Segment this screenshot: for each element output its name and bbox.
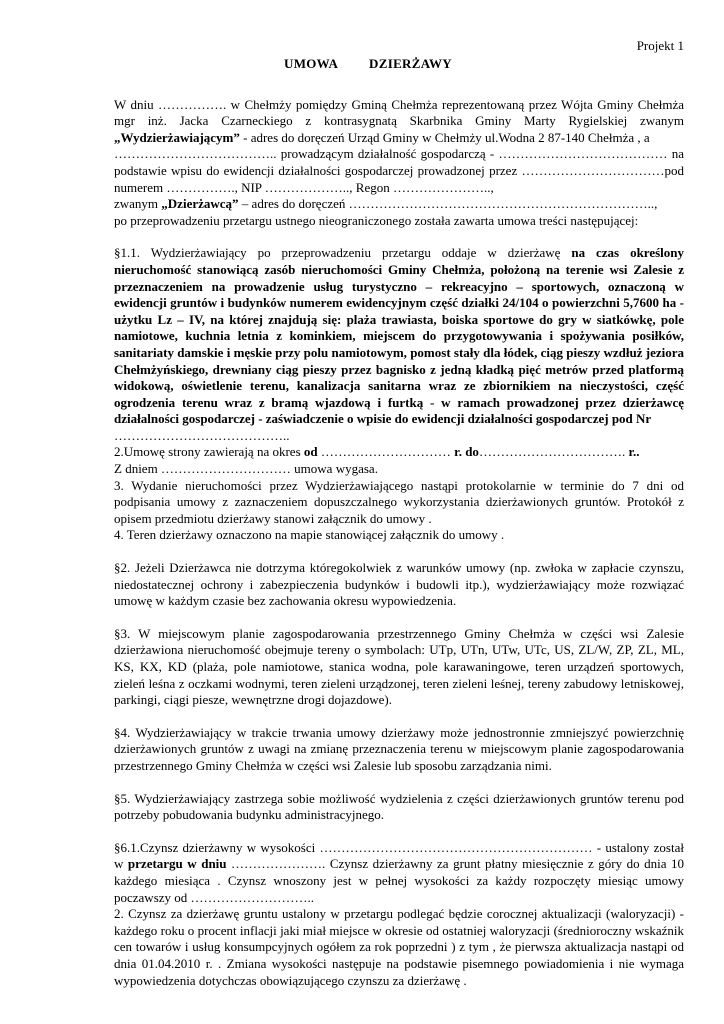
intro-parties: W dniu ……………. w Chełmży pomiędzy Gminą Chełmża reprezentowaną przez Wójta Gminy Chełmża mgr inż. Jacka Czarneckiego z kontrasygnatą Skarbnika Gminy Marty Rygielskiej zwanym „Wydzierżawiającym” - adres do doręczeń Urząd Gminy w Chełmży ul.Wodna 2 87-140 Chełmża , a xyxy=(114,96,684,145)
section-1-1: §1.1. Wydzierżawiający po przeprowadzeniu przetargu oddaje w dzierżawę na czas określony nieruchomość stanowiącą zasób nieruchomości Gminy Chełmża, położoną na terenie wsi Zalesie z przeznaczeniem na prowadzenie usług turystyczno – rekreacyjno – sportowych, oznaczoną w ewidencji gruntów i budynków numerem ewidencyjnym część działki 24/104 o powierzchni 5,7600 ha - użytku Lz – IV, na której znajdują się: plaża trawiasta, boiska sportowe do gry w siatkówkę, pole namiotowe, kuchnia letnia z kominkiem, miejscem do przygotowywania i spożywania posiłków, sanitariaty damskie i męskie przy polu namiotowym, pomost stały dla łódek, ciąg pieszy wzdłuż jeziora Chełmżyńskiego, drewniany ciąg pieszy przez bagnisko z jedną kładką pięć metrów przed platformą widokową, oświetlenie terenu, kanalizacja sanitarna wraz ze zbiornikiem na nieczystości, część ogrodzenia terenu wraz z bramą wjazdową i furtką - w ramach prowadzonej przez dzierżawcę działalności gospodarczej - zaświadczenie o wpisie do ewidencji działalności gospodarczej pod Nr xyxy=(114,245,684,427)
section-1-2-end: Z dniem ………………………… umowa wygasa. xyxy=(114,461,378,477)
section-4: §4. Wydzierżawiający w trakcie trwania umowy dzierżawy może jednostronnie zmniejszyć powierzchnię dzierżawionych gruntów z uwagi na zmianę przeznaczenia terenu w miejscowym planie zagospodarowania przestrzennego Gminy Chełmża w części wsi Zalesie lub sposobu zarządzania nimi. xyxy=(114,724,684,773)
section-1-dots: ………………………………….. xyxy=(114,427,290,443)
intro-closing: po przeprowadzeniu przetargu ustnego nieograniczonego została zawarta umowa treści następującej: xyxy=(114,212,639,228)
section-1-3: 3. Wydanie nieruchomości przez Wydzierżawiającego nastąpi protokolarnie w terminie do 7 dni od podpisania umowy z zaznaczeniem dopuszczalnego wykorzystania dzierżawionych gruntów. Protokół z opisem przedmiotu dzierżawy stanowi załącznik do umowy . xyxy=(114,477,684,526)
intro-lessee-name: zwanym „Dzierżawcą” – adres do doręczeń …………………………………………………………….., xyxy=(114,196,658,212)
document-title: UMOWA DZIERŻAWY xyxy=(284,56,452,71)
section-3: §3. W miejscowym planie zagospodarowania przestrzennego Gminy Chełmża w części wsi Zalesie dzierżawiona nieruchomość obejmuje tereny o symbolach: UTp, UTn, UTw, UTc, US, ZL/W, ZP, ZL, ML, KS, KX, KD (plaża, pole namiotowe, stanica wodna, pole karawaningowe, teren urządzeń sportowych, zieleń leśna z oczkami wodnymi, teren zieleni urządzonej, teren zieleni leśnej, tereny zabudowy letniskowej, parkingi, ciągi piesze, wewnętrzne drogi dojazdowe). xyxy=(114,625,684,708)
section-1-2: 2.Umowę strony zawierają na okres od ………………………… r. do……………………………. r.. xyxy=(114,444,640,460)
section-5: §5. Wydzierżawiający zastrzega sobie możliwość wydzielenia z części dzierżawionych gruntów terenu pod potrzeby pobudowania budynku administracyjnego. xyxy=(114,790,684,823)
section-6-1: §6.1.Czynsz dzierżawny w wysokości ……………………………………………………… - ustalony został w przetargu w dniu …………………. Czynsz dzierżawny za grunt płatny miesięcznie z góry do dnia 10 każdego miesiąca . Czynsz wnoszony jest w pełnej wysokości za każdy rozpoczęty miesiąc umowy poczawszy od ……………………….. xyxy=(114,839,685,905)
intro-lessee: ……………………………….. prowadzącym działalność gospodarczą - ………………………………… na podstawie wpisu do ewidencji działalności gospodarczej prowadzonej przez ……………………………pod numerem ……………., NIP ……………….., Regon ………………….., xyxy=(114,146,684,195)
section-1-4: 4. Teren dzierżawy oznaczono na mapie stanowiącej załącznik do umowy . xyxy=(114,527,505,543)
projekt-label: Projekt 1 xyxy=(636,38,684,53)
section-2: §2. Jeżeli Dzierżawca nie dotrzyma któregokolwiek z warunków umowy (np. zwłoka w zapłacie czynszu, niedostatecznej ochrony i zabezpieczenia budynków i budowli itp.), wydzierżawiający może rozwiązać umowę w każdym czasie bez zachowania okresu wypowiedzenia. xyxy=(114,560,684,609)
section-6-2: 2. Czynsz za dzierżawę gruntu ustalony w przetargu podlegać będzie corocznej aktualizacji (waloryzacji) - każdego roku o procent inflacji jaki miał miejsce w okresie od ostatniej waloryzacji (średnioroczny wskaźnik cen towarów i usług konsumpcyjnych ogółem za rok poprzedni ) z tym , że pierwsza aktualizacja nastąpi od dnia 01.04.2010 r. . Zmiana wysokości następuje na podstawie pisemnego powiadomienia i nie wymaga wypowiedzenia dotychczas obowiązującego czynszu za dzierżawę . xyxy=(114,906,684,988)
